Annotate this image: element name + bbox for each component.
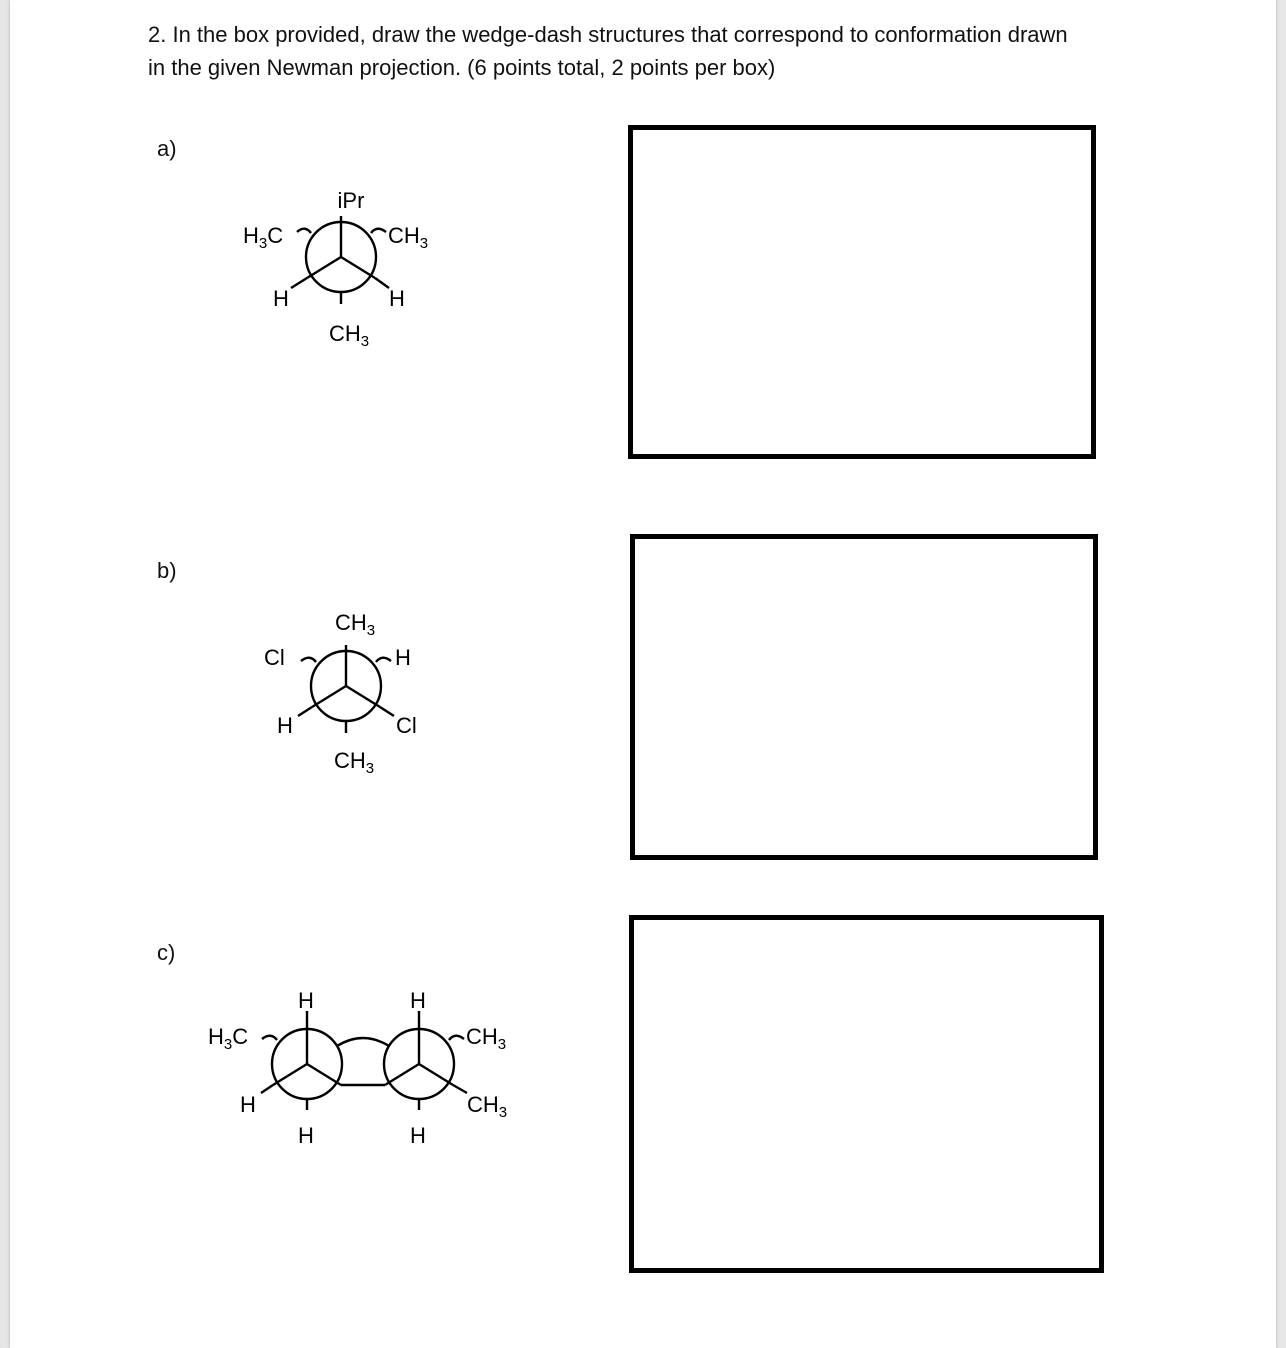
- newman-a-front-lower-right-label: H: [389, 286, 405, 311]
- newman-c-right-bond-lower-right-ext: [453, 1085, 467, 1093]
- newman-c-left-back-bond-upper-left: [262, 1036, 277, 1040]
- newman-b-front-lower-right-label: Cl: [396, 713, 417, 738]
- newman-a-front-bond-lower-left: [307, 257, 341, 278]
- newman-a-front-bond-lower-right-ext: [375, 278, 389, 288]
- newman-c-right-bottom-label: H: [410, 1123, 426, 1148]
- newman-c-left-top-label: H: [298, 988, 314, 1013]
- newman-c-right-upper-label: $CH_3$: [466, 1024, 507, 1053]
- newman-a-back-bond-upper-right: [371, 229, 386, 233]
- newman-b-front-top-label: $CH_3$: [335, 610, 376, 639]
- newman-c-left-lower-label: H: [240, 1092, 256, 1117]
- newman-c-right-front-bond-lower-left: [385, 1064, 419, 1085]
- newman-projection-b: [264, 610, 417, 777]
- newman-b-front-bond-lower-right: [346, 686, 380, 707]
- newman-c-right-back-bond-upper-right: [449, 1036, 464, 1040]
- newman-b-back-bond-upper-left: [301, 658, 316, 662]
- newman-a-back-upper-right-label: $CH_3$: [388, 223, 429, 252]
- newman-b-back-upper-left-label: Cl: [264, 645, 285, 670]
- newman-c-right-lower-label: $CH_3$: [467, 1092, 508, 1121]
- newman-b-back-bond-upper-right: [376, 658, 391, 662]
- newman-c-left-upper-label: $H_3C$: [208, 1024, 249, 1053]
- newman-a-front-lower-left-label: H: [273, 286, 289, 311]
- newman-b-front-bond-lower-right-ext: [380, 707, 394, 716]
- newman-a-back-bottom-label: $CH_3$: [329, 321, 370, 350]
- newman-c-right-top-label: H: [410, 988, 426, 1013]
- question-line-1: 2. In the box provided, draw the wedge-dash structures that correspond to conformation drawn: [148, 22, 1068, 47]
- part-c-label: c): [157, 940, 176, 965]
- newman-b-back-upper-right-label: H: [395, 645, 411, 670]
- part-a-label: a): [157, 136, 177, 161]
- newman-projection-c: [208, 988, 507, 1148]
- newman-a-front-top-label: iPr: [337, 188, 365, 213]
- newman-a-back-bond-upper-left: [297, 229, 311, 233]
- newman-b-front-bond-lower-left-ext: [298, 707, 312, 716]
- newman-c-left-front-bond-lower-left: [273, 1064, 307, 1085]
- newman-projection-a: [243, 188, 428, 350]
- newman-c-connecting-bond-upper: [337, 1038, 389, 1046]
- newman-a-back-upper-left-label: $H_3C$: [243, 223, 284, 252]
- newman-b-front-bond-lower-left: [312, 686, 346, 707]
- part-b-label: b): [157, 558, 177, 583]
- question-line-2: in the given Newman projection. (6 points total, 2 points per box): [148, 55, 776, 80]
- newman-a-front-bond-lower-right: [341, 257, 375, 278]
- newman-c-left-bottom-label: H: [298, 1123, 314, 1148]
- newman-b-front-lower-left-label: H: [277, 713, 293, 738]
- newman-c-right-front-bond-lower-right: [419, 1064, 453, 1085]
- newman-b-back-bottom-label: $CH_3$: [334, 748, 375, 777]
- newman-a-front-bond-lower-left-ext: [291, 278, 307, 288]
- newman-c-left-bond-lower-left-ext: [261, 1085, 273, 1093]
- newman-c-left-front-bond-lower-right: [307, 1064, 341, 1085]
